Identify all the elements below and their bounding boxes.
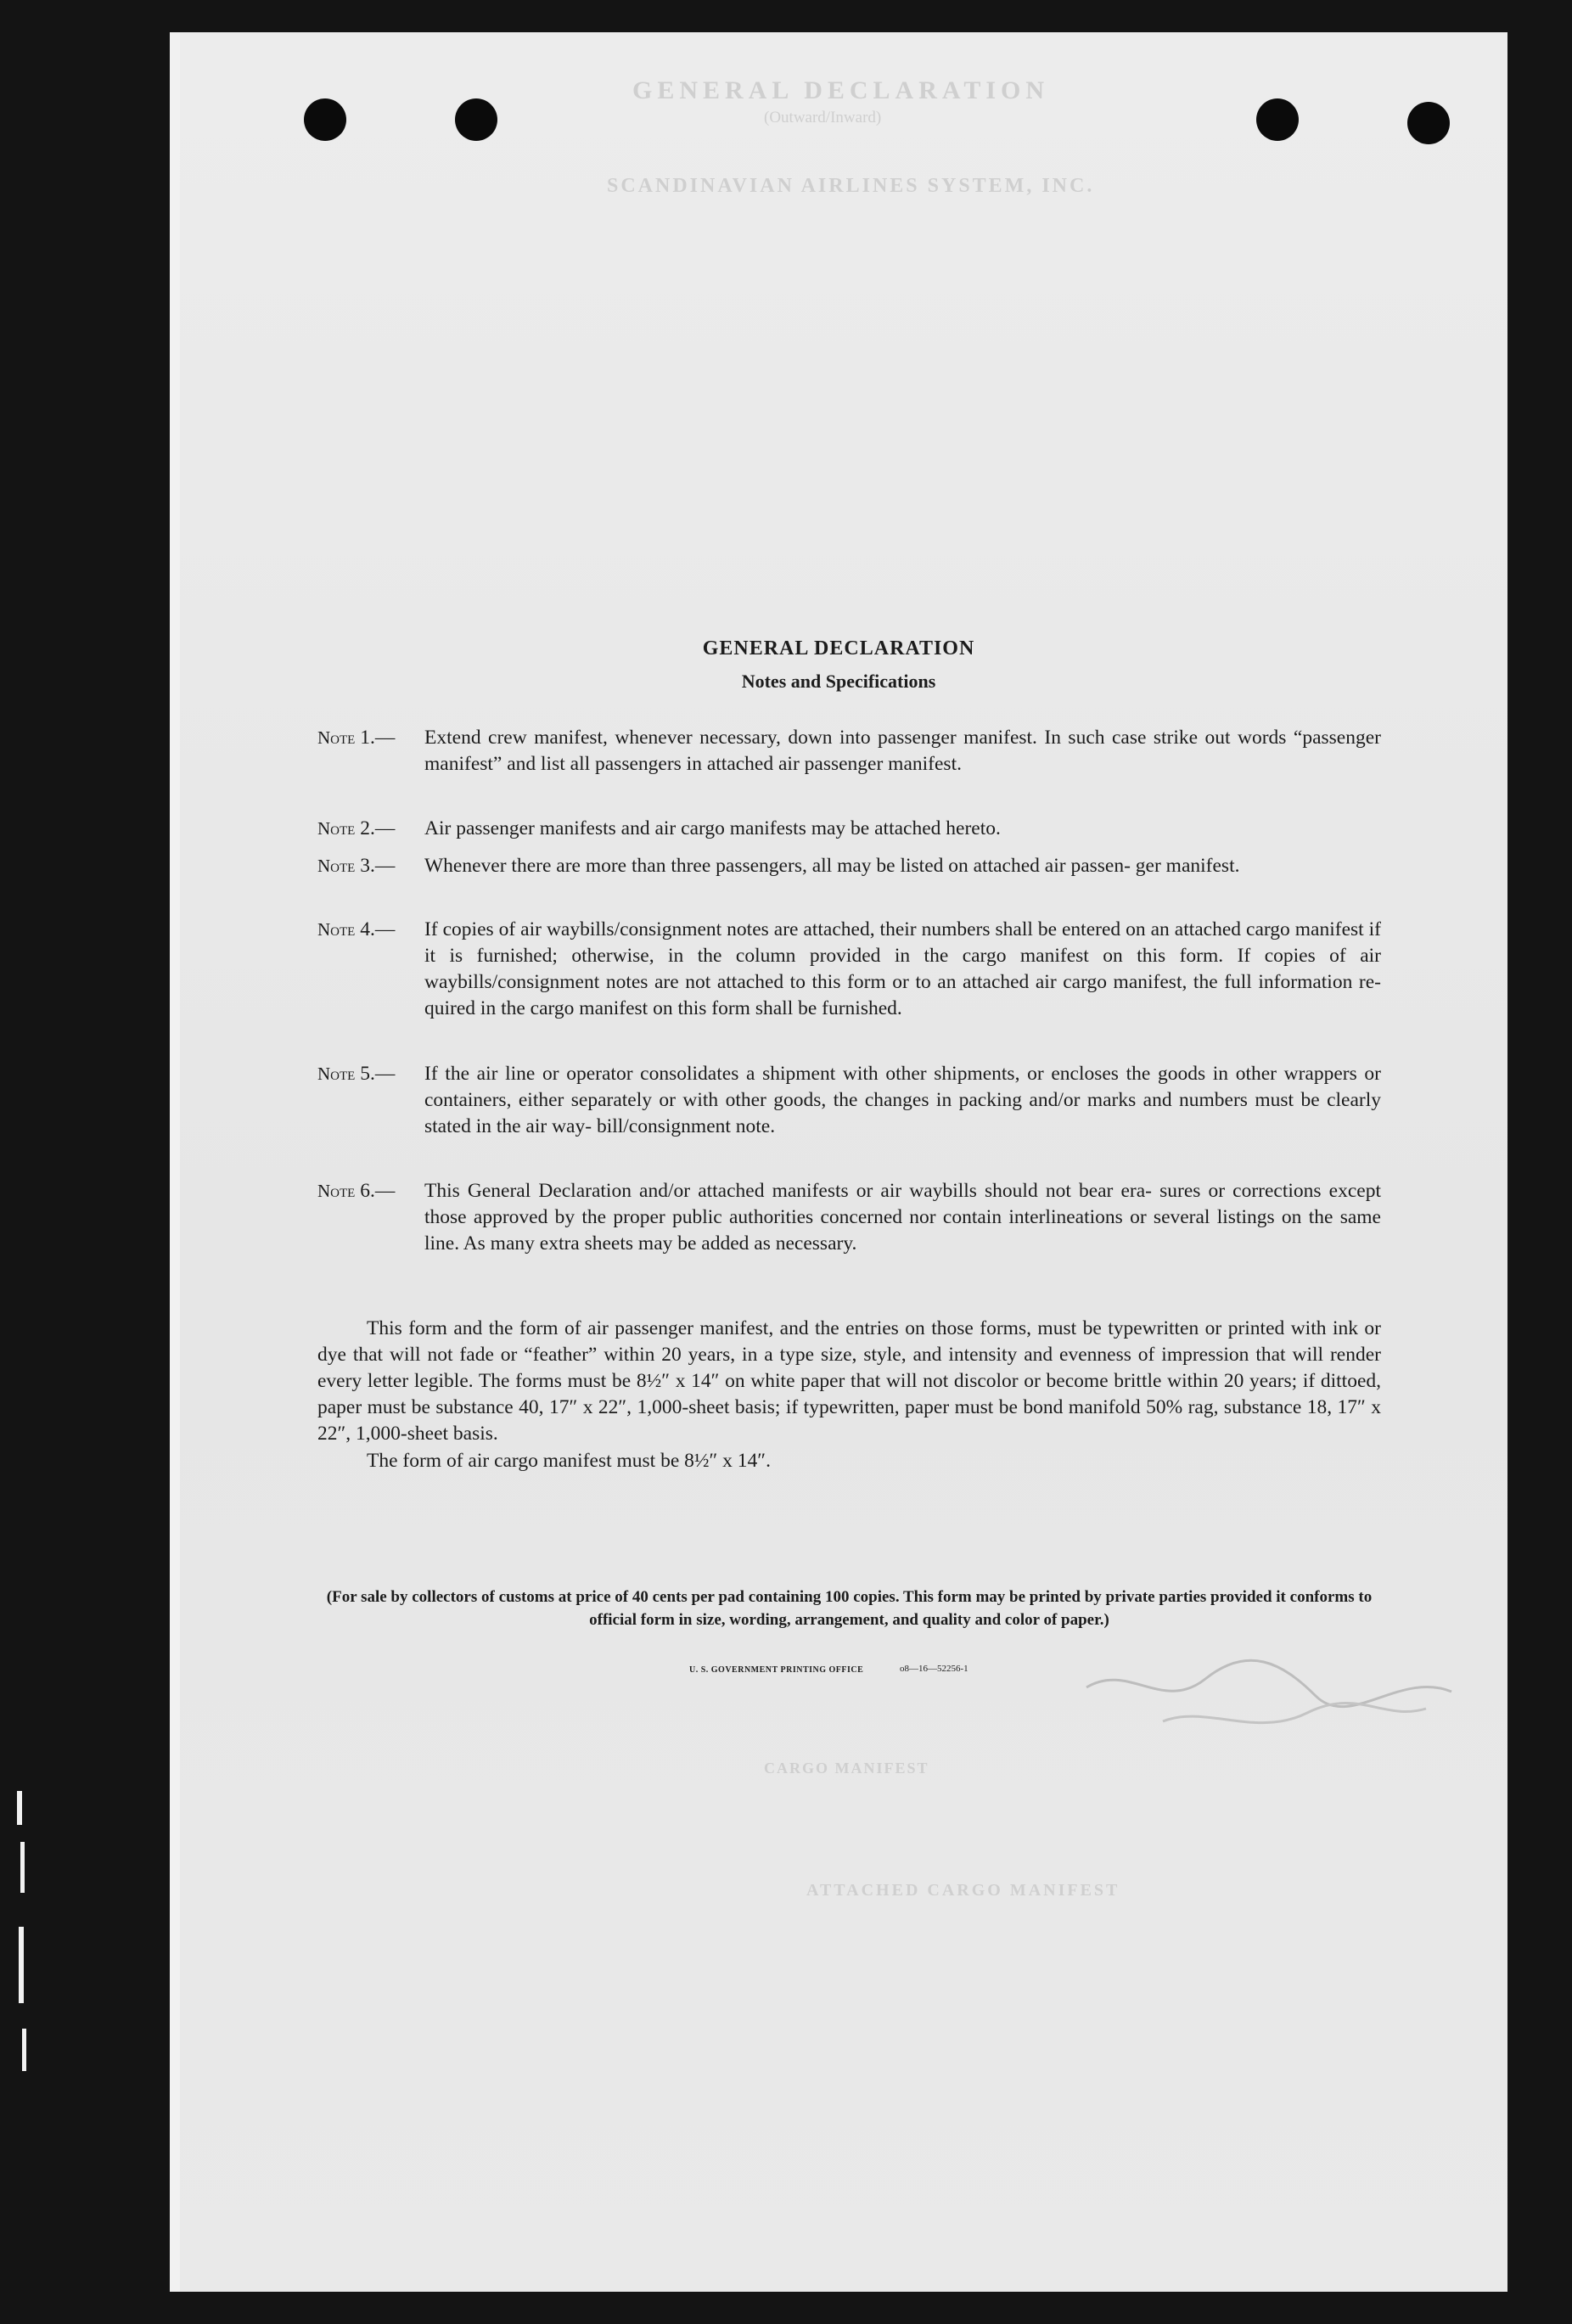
note-1: [317, 725, 1381, 777]
film-edge-mark: [20, 1842, 25, 1893]
note-label-prefix: Note: [317, 1181, 356, 1201]
note-text: Air passenger manifests and air cargo manifests may be attached hereto.: [424, 817, 1001, 839]
bleed-through-cargo: CARGO MANIFEST: [764, 1760, 929, 1777]
note-label-prefix: Note: [317, 818, 356, 839]
note-4: [317, 917, 1381, 1022]
note-label-prefix: Note: [317, 727, 356, 748]
note-text: If copies of air waybills/consignment notes are attached, their numbers shall be entered on an attached cargo manifest if it is furnished; otherwise, in the column provided in the cargo manifest on this form. If copies of air waybills/consignment notes are not attached to this form or to an attached air cargo manifest, the full information re- quired in the cargo manifest on this form shall be furnished.: [424, 918, 1381, 1019]
note-label-prefix: Note: [317, 1064, 356, 1084]
printing-office-imprint: U. S. GOVERNMENT PRINTING OFFICE: [689, 1665, 864, 1675]
punch-hole-left-2: [455, 98, 497, 141]
document-title: GENERAL DECLARATION: [702, 637, 975, 660]
note-label-number: 3.—: [360, 855, 396, 877]
form-requirements-paragraph: This form and the form of air passenger manifest, and the entries on those forms, must be typewritten or printed with ink or dye that will not fade or “feather” within 20 years, in a type size, style, and intensity and evenness of impression that will render every letter legible. The forms must be 8½″ x 14″ on white paper that will not discolor or become brittle within 20 years; if dittoed, paper must be substance 40, 17″ x 22″, 1,000-sheet basis; if typewritten, paper must be bond manifold 50% rag, substance 18, 17″ x 22″, 1,000-sheet basis.: [317, 1317, 1381, 1445]
sale-note: (For sale by collectors of customs at price of 40 cents per pad containing 100 copies. This form may be printed by private parties provided it conforms to official form in size, wording, arrangement, and quality and color of paper.): [326, 1588, 1373, 1629]
note-5: [317, 1061, 1381, 1140]
bleed-through-header: GENERAL DECLARATION: [632, 76, 1050, 104]
note-text: This General Declaration and/or attached manifests or air waybills should not bear era- sures or corrections except those approved by the proper public authorities concerned nor contain interlineations or several listings on the same line. As many extra sheets may be added as necessary.: [424, 1180, 1381, 1255]
film-edge-mark: [19, 1927, 24, 2003]
note-text: Whenever there are more than three passengers, all may be listed on attached air passen- ger manifest.: [424, 855, 1240, 877]
paper-edge: [170, 32, 180, 2292]
note-label-number: 5.—: [360, 1063, 396, 1085]
note-label-prefix: Note: [317, 856, 356, 876]
film-edge-mark: [22, 2029, 26, 2071]
form-code: o8—16—52256-1: [900, 1664, 968, 1674]
note-6: [317, 1178, 1381, 1257]
note-3: [317, 853, 1381, 879]
note-label-number: 4.—: [360, 918, 396, 940]
note-label-prefix: Note: [317, 919, 356, 940]
note-label-number: 1.—: [360, 727, 396, 749]
bleed-through-subheader: (Outward/Inward): [764, 109, 882, 126]
film-edge-mark: [17, 1791, 22, 1825]
bleed-through-signature: [1061, 1611, 1485, 1747]
document-page: [170, 32, 1507, 2292]
punch-hole-left-1: [304, 98, 346, 141]
document-subtitle: Notes and Specifications: [741, 671, 936, 692]
punch-hole-right-2: [1407, 102, 1450, 144]
note-label-number: 6.—: [360, 1180, 396, 1202]
cargo-manifest-size-note: The form of air cargo manifest must be 8½″ x 14″.: [367, 1450, 771, 1472]
bleed-through-attached: ATTACHED CARGO MANIFEST: [806, 1881, 1120, 1900]
note-2: [317, 816, 1381, 842]
note-text: If the air line or operator consolidates a shipment with other shipments, or encloses the goods in other wrappers or containers, either separately or with other goods, the changes in packing and/or marks and numbers must be clearly stated in the air way- bill/consignment note.: [424, 1063, 1381, 1137]
bleed-through-operator: SCANDINAVIAN AIRLINES SYSTEM, INC.: [607, 175, 1095, 197]
note-text: Extend crew manifest, whenever necessary, down into passenger manifest. In such case strike out words “passenger manifest” and list all passengers in attached air passenger manifest.: [424, 727, 1381, 775]
note-label-number: 2.—: [360, 817, 396, 839]
punch-hole-right-1: [1256, 98, 1299, 141]
